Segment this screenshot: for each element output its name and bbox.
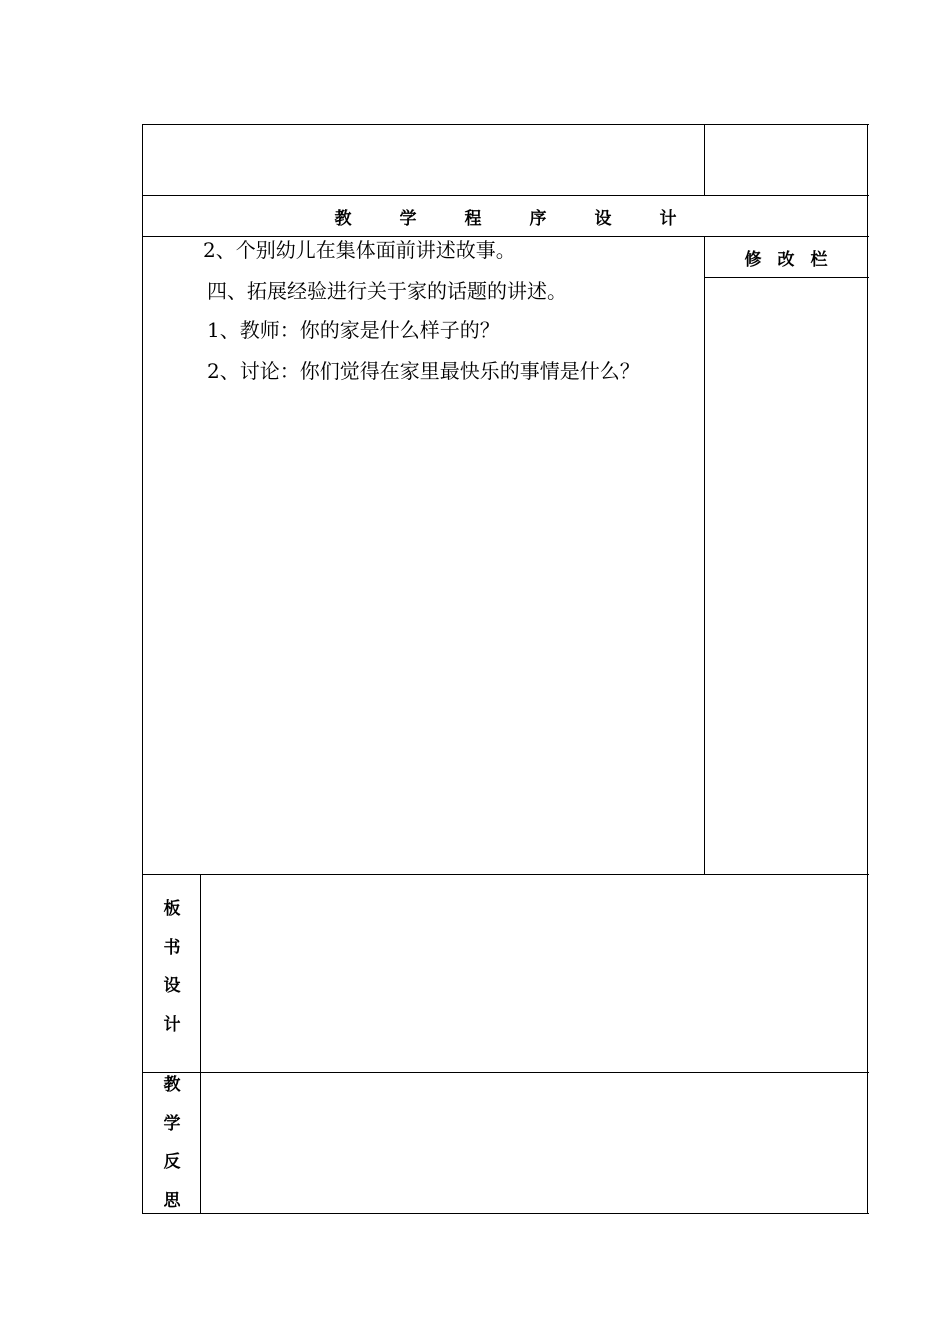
board-design-label [143,890,201,1044]
content-line: 四、拓展经验进行关于家的话题的讲述。 [207,279,567,303]
content-line: 1、教师：你的家是什么样子的？ [207,318,500,342]
reflection-char: 思 [163,1190,181,1211]
content-line: 2、个别幼儿在集体面前讲述故事。 [203,238,516,262]
revision-char: 改 [777,249,795,270]
reflection-char: 教 [163,1075,181,1095]
table-top-border [142,124,869,125]
board-design-char: 板 [163,899,181,919]
board-design-char: 计 [163,1014,181,1035]
heading-char: 程 [464,208,482,229]
content-bottom-border [142,874,869,875]
reflection-char: 学 [163,1113,181,1134]
board-design-char: 设 [163,976,181,996]
table-bottom-border [142,1213,869,1214]
section-heading [143,197,868,235]
heading-char: 学 [399,208,417,229]
board-design-char: 书 [163,937,181,958]
heading-char: 序 [529,208,547,229]
table-left-border [142,124,143,1214]
reflection-char: 反 [163,1152,181,1172]
revision-label-divider [704,277,869,278]
content-column-divider [704,236,705,875]
revision-char: 修 [744,249,762,270]
teaching-reflection-label [143,1066,201,1220]
heading-char: 设 [594,208,612,229]
top-row-column-divider [704,124,705,196]
revision-column-label [705,237,867,277]
heading-char: 教 [334,208,352,229]
heading-top-border [142,195,869,196]
content-line: 2、讨论：你们觉得在家里最快乐的事情是什么？ [207,359,640,383]
board-design-bottom-border [142,1072,869,1073]
heading-char: 计 [659,208,677,229]
revision-char: 栏 [810,249,828,270]
table-right-border [867,124,868,1214]
